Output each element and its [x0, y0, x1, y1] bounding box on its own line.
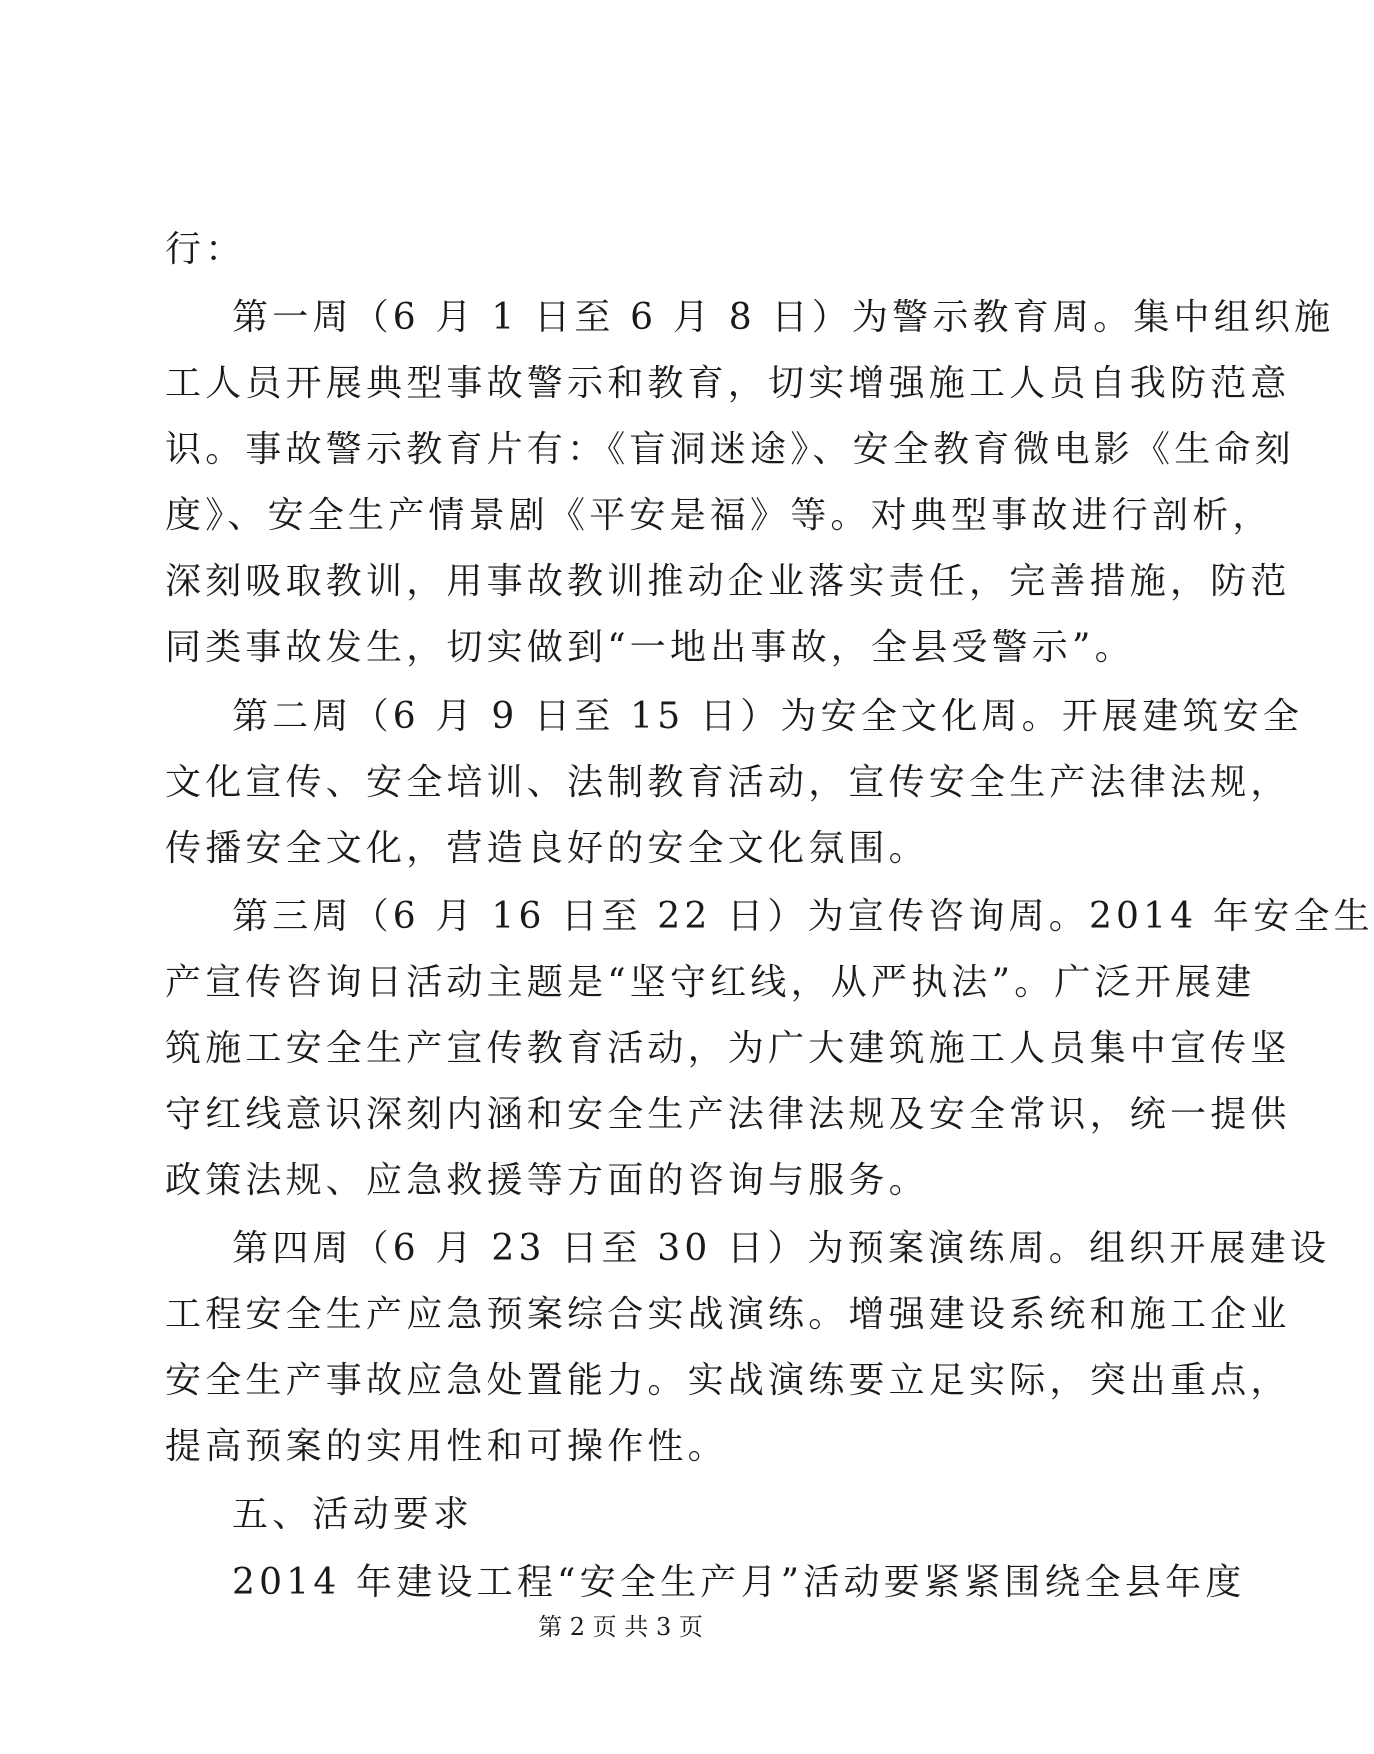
paragraph-week3-line: 政策法规、应急救援等方面的咨询与服务。 — [165, 1160, 929, 1201]
paragraph-week1-line: 识。事故警示教育片有：《盲洞迷途》、安全教育微电影《生命刻 — [165, 429, 1295, 470]
section-heading: 五、活动要求 — [232, 1494, 474, 1535]
paragraph-week1-line: 第一周（6 月 1 日至 6 月 8 日）为警示教育周。集中组织施 — [232, 297, 1335, 338]
paragraph-week1-line: 同类事故发生，切实做到“一地出事故，全县受警示”。 — [165, 627, 1135, 668]
paragraph-week3-line: 筑施工安全生产宣传教育活动，为广大建筑施工人员集中宣传坚 — [165, 1028, 1291, 1069]
paragraph-week1-line: 度》、安全生产情景剧《平安是福》等。对典型事故进行剖析， — [165, 495, 1273, 536]
paragraph-requirements-line: 2014 年建设工程“安全生产月”活动要紧紧围绕全县年度 — [232, 1562, 1246, 1603]
paragraph-week4-line: 第四周（6 月 23 日至 30 日）为预案演练周。组织开展建设 — [232, 1228, 1331, 1269]
paragraph-week3-line: 产宣传咨询日活动主题是“坚守红线，从严执法”。广泛开展建 — [165, 962, 1256, 1003]
paragraph-week1-line: 工人员开展典型事故警示和教育，切实增强施工人员自我防范意 — [165, 363, 1291, 404]
paragraph-week4-line: 提高预案的实用性和可操作性。 — [165, 1426, 728, 1467]
paragraph-week3-line: 守红线意识深刻内涵和安全生产法律法规及安全常识，统一提供 — [165, 1094, 1291, 1135]
paragraph-week2-line: 第二周（6 月 9 日至 15 日）为安全文化周。开展建筑安全 — [232, 696, 1304, 737]
page-number-footer: 第 2 页 共 3 页 — [538, 1613, 703, 1641]
paragraph-week4-line: 工程安全生产应急预案综合实战演练。增强建设系统和施工企业 — [165, 1294, 1291, 1335]
paragraph-week2-line: 传播安全文化，营造良好的安全文化氛围。 — [165, 828, 929, 869]
paragraph-week2-line: 文化宣传、安全培训、法制教育活动，宣传安全生产法律法规， — [165, 762, 1291, 803]
paragraph-line: 行： — [165, 229, 246, 270]
paragraph-week1-line: 深刻吸取教训，用事故教训推动企业落实责任，完善措施，防范 — [165, 561, 1291, 602]
paragraph-week4-line: 安全生产事故应急处置能力。实战演练要立足实际，突出重点， — [165, 1360, 1291, 1401]
paragraph-week3-line: 第三周（6 月 16 日至 22 日）为宣传咨询周。2014 年安全生 — [232, 896, 1374, 937]
